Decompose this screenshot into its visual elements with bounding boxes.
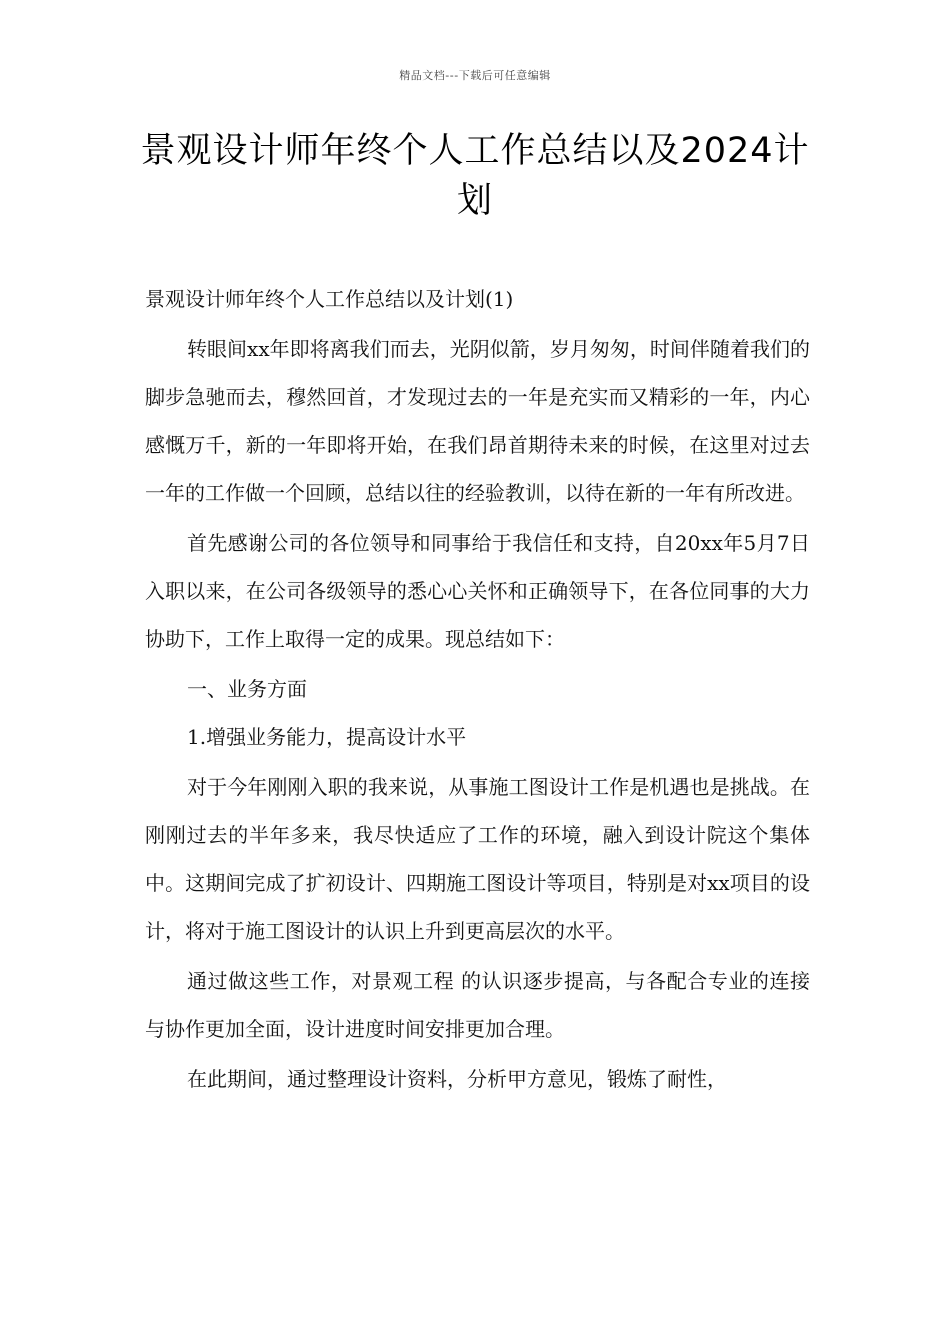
paragraph: 首先感谢公司的各位领导和同事给于我信任和支持，自20xx年5月7日入职以来，在公司各级领导的悉心心关怀和正确领导下，在各位同事的大力协助下，工作上取得一定的成果。现总结如下： bbox=[145, 531, 810, 651]
section-subtitle: 景观设计师年终个人工作总结以及计划(1) bbox=[145, 287, 514, 311]
paragraph: 对于今年刚刚入职的我来说，从事施工图设计工作是机遇也是挑战。在刚刚过去的半年多来，我尽快适应了工作的环境，融入到设计院这个集体中。这期间完成了扩初设计、四期施工图设计等项目，特别是对xx项目的设计，将对于施工图设计的认识上升到更高层次的水平。 bbox=[145, 775, 810, 943]
document-body bbox=[145, 275, 810, 1103]
paragraph: 在此期间，通过整理设计资料，分析甲方意见，锻炼了耐性， bbox=[187, 1067, 727, 1091]
header-note: 精品文档---下载后可任意编辑 bbox=[399, 69, 551, 82]
paragraph: 通过做这些工作，对景观工程 的认识逐步提高，与各配合专业的连接与协作更加全面，设计进度时间安排更加合理。 bbox=[145, 969, 810, 1041]
section-heading: 一、业务方面 bbox=[187, 677, 307, 701]
subsection-heading: 1.增强业务能力，提高设计水平 bbox=[187, 725, 467, 749]
document-title: 景观设计师年终个人工作总结以及2024计划 bbox=[140, 131, 810, 221]
paragraph: 转眼间xx年即将离我们而去，光阴似箭，岁月匆匆，时间伴随着我们的脚步急驰而去，穆然回首，才发现过去的一年是充实而又精彩的一年，内心感慨万千，新的一年即将开始，在我们昂首期待未来的时候，在这里对过去一年的工作做一个回顾，总结以往的经验教训，以待在新的一年有所改进。 bbox=[145, 337, 810, 505]
